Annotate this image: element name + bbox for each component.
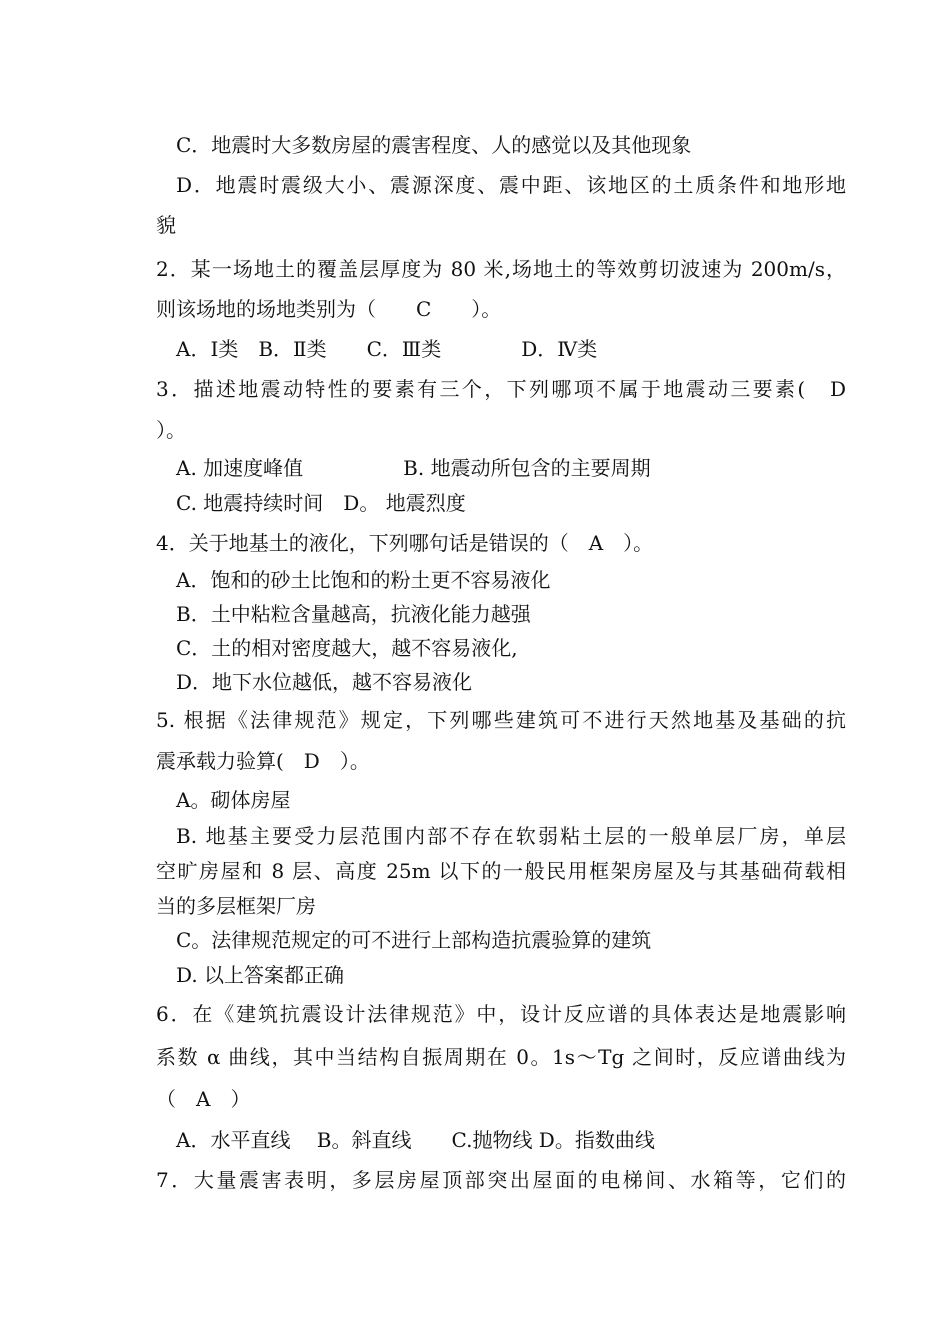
question-7: 7．大量震害表明，多层房屋顶部突出屋面的电梯间、水箱等，它们的 [156,1168,846,1192]
option-4a: A．饱和的砂土比饱和的粉土更不容易液化 [176,568,551,592]
option-5b-continued: 空旷房屋和 8 层、高度 25m 以下的一般民用框架房屋及与其基础荷载相 [156,859,846,883]
question-4: 4．关于地基土的液化，下列哪句话是错误的（ A ）。 [156,531,654,555]
question-6-options: A．水平直线 B。斜直线 C.抛物线 D。指数曲线 [176,1128,655,1152]
question-6-answer: （ A ） [156,1087,251,1111]
option-4b: B．土中粘粒含量越高，抗液化能力越强 [176,602,531,626]
question-3-options-cd: C. 地震持续时间 D。 地震烈度 [176,491,466,515]
question-2-continued: 则该场地的场地类别为（ C ）。 [156,297,502,321]
question-6-continued: 系数 α 曲线，其中当结构自振周期在 0。1s～Tg 之间时，反应谱曲线为 [156,1045,846,1069]
option-5d: D. 以上答案都正确 [176,963,345,987]
option-5a: A。砌体房屋 [176,788,291,812]
option-1d: D．地震时震级大小、震源深度、震中距、该地区的土质条件和地形地 [176,173,846,197]
question-6: 6．在《建筑抗震设计法律规范》中，设计反应谱的具体表达是地震影响 [156,1002,846,1026]
option-1d-continued: 貌 [156,213,176,237]
question-3: 3．描述地震动特性的要素有三个，下列哪项不属于地震动三要素( D [156,377,846,401]
option-4c: C．土的相对密度越大，越不容易液化, [176,636,518,660]
option-4d: D．地下水位越低，越不容易液化 [176,670,473,694]
question-2: 2．某一场地土的覆盖层厚度为 80 米,场地土的等效剪切波速为 200m/s， [156,257,846,281]
option-5b: B. 地基主要受力层范围内部不存在软弱粘土层的一般单层厂房，单层 [176,824,846,848]
option-1c: C．地震时大多数房屋的震害程度、人的感觉以及其他现象 [176,133,692,157]
question-3-continued: ）。 [156,418,186,442]
question-2-options: A．Ⅰ类 B．Ⅱ类 C．Ⅲ类 D．Ⅳ类 [176,337,598,361]
question-3-options-ab: A. 加速度峰值 B. 地震动所包含的主要周期 [176,456,651,480]
question-5: 5. 根据《法律规范》规定，下列哪些建筑可不进行天然地基及基础的抗 [156,708,846,732]
option-5c: C。法律规范规定的可不进行上部构造抗震验算的建筑 [176,928,652,952]
option-5b-end: 当的多层框架厂房 [156,894,316,918]
question-5-continued: 震承载力验算( D ）。 [156,749,370,773]
